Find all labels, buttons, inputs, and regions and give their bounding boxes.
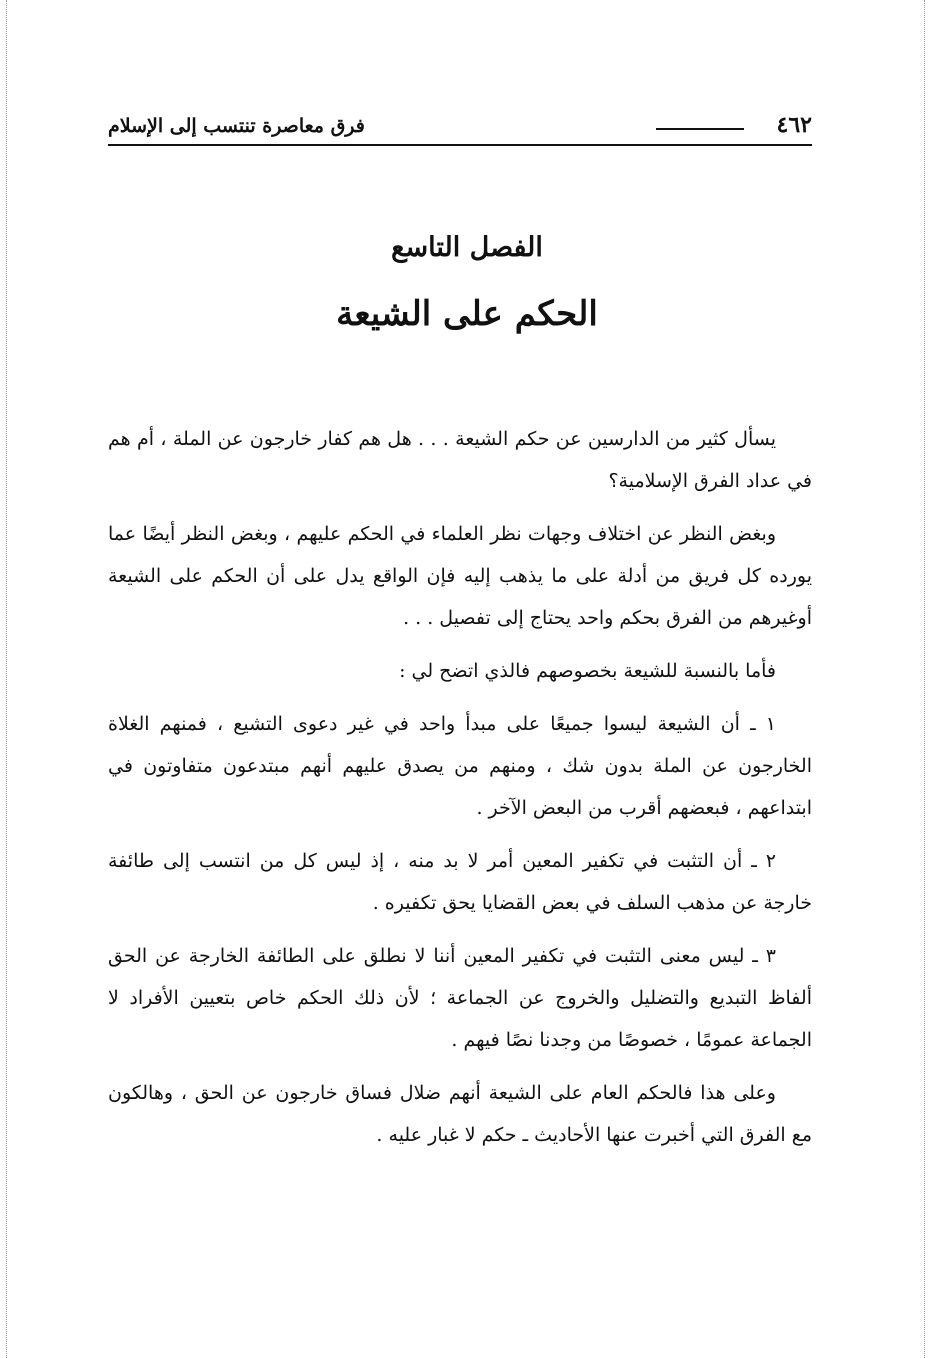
scan-edge-left xyxy=(6,0,7,1358)
body-text xyxy=(108,418,812,1167)
header-rule xyxy=(108,144,812,146)
header-short-rule xyxy=(656,128,744,130)
paragraph-intro-question: يسأل كثير من الدارسين عن حكم الشيعة . . . هل هم كفار خارجون عن الملة ، أم هم في عداد الفرق الإسلامية؟ xyxy=(108,428,812,492)
paragraph-conclusion-lead: فأما بالنسبة للشيعة بخصوصهم فالذي اتضح لي : xyxy=(399,660,776,682)
paragraph-general-ruling: وعلى هذا فالحكم العام على الشيعة أنهم ضلال فساق خارجون عن الحق ، وهالكون مع الفرق التي أخبرت عنها الأحاديث ـ حكم لا غبار عليه . xyxy=(108,1082,812,1146)
paragraph-point-1: ١ ـ أن الشيعة ليسوا جميعًا على مبدأ واحد في غير دعوى التشيع ، فمنهم الغلاة الخارجون عن الملة بدون شك ، ومنهم من يصدق عليهم أنهم مبتدعون متفاوتون في ابتداعهم ، فبعضهم أقرب من البعض الآخر . xyxy=(108,713,812,819)
page-number: ٤٦٢ xyxy=(776,112,812,138)
chapter-label: الفصل التاسع xyxy=(391,232,543,263)
running-title: فرق معاصرة تنتسب إلى الإسلام xyxy=(108,115,365,137)
paragraph-disregarding-views: وبغض النظر عن اختلاف وجهات نظر العلماء في الحكم عليهم ، وبغض النظر أيضًا عما يورده كل فريق من أدلة على ما يذهب إليه فإن الواقع يدل على أن الحكم على الشيعة أوغيرهم من الفرق بحكم واحد يحتاج إلى تفصيل . . . xyxy=(108,523,812,629)
paragraph-point-3: ٣ ـ ليس معنى التثبت في تكفير المعين أننا لا نطلق على الطائفة الخارجة عن الحق ألفاظ التبديع والتضليل والخروج عن الجماعة ؛ لأن ذلك الحكم خاص بتعيين الأفراد لا الجماعة عمومًا ، خصوصًا من وجدنا نصًا فيهم . xyxy=(108,945,812,1051)
scan-edge-right xyxy=(924,0,925,1358)
chapter-title: الحكم على الشيعة xyxy=(336,294,598,334)
paragraph-point-2: ٢ ـ أن التثبت في تكفير المعين أمر لا بد منه ، إذ ليس كل من انتسب إلى طائفة خارجة عن مذهب السلف في بعض القضايا يحق تكفيره . xyxy=(108,850,812,914)
page-header xyxy=(108,112,812,148)
